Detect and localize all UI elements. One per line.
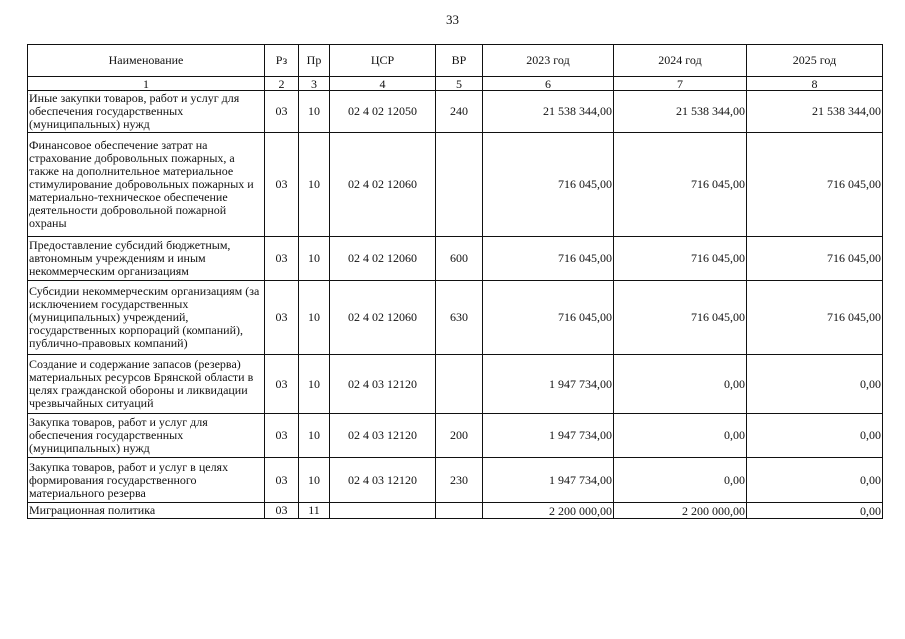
column-number: 7	[614, 77, 747, 91]
row-2024: 0,00	[614, 414, 747, 458]
row-name: Миграционная политика	[28, 503, 265, 519]
column-number: 8	[747, 77, 883, 91]
row-2025: 716 045,00	[747, 237, 883, 281]
row-name: Иные закупки товаров, работ и услуг для обеспечения государственных (муниципальных) нужд	[28, 91, 265, 133]
row-pr: 11	[299, 503, 330, 519]
column-number: 5	[436, 77, 483, 91]
row-name: Финансовое обеспечение затрат на страхование добровольных пожарных, а также на дополнительное материальное стимулирование добровольных пожарных и материально-техническое обеспечение деятельности добровольной пожарной охраны	[28, 133, 265, 237]
row-2025: 0,00	[747, 458, 883, 503]
budget-table	[27, 44, 883, 519]
row-pr: 10	[299, 281, 330, 355]
row-csr	[330, 503, 436, 519]
row-2024: 0,00	[614, 355, 747, 414]
row-csr: 02 4 02 12060	[330, 281, 436, 355]
row-pr: 10	[299, 355, 330, 414]
row-pr: 10	[299, 458, 330, 503]
table-row	[28, 414, 883, 458]
column-number: 1	[28, 77, 265, 91]
row-vr	[436, 133, 483, 237]
header-2025: 2025 год	[747, 45, 883, 77]
row-name: Создание и содержание запасов (резерва) материальных ресурсов Брянской области в целях гражданской обороны и ликвидации чрезвычайных ситуаций	[28, 355, 265, 414]
row-vr: 630	[436, 281, 483, 355]
row-2024: 2 200 000,00	[614, 503, 747, 519]
header-vr: ВР	[436, 45, 483, 77]
table-row	[28, 503, 883, 519]
row-2025: 0,00	[747, 414, 883, 458]
header-2024: 2024 год	[614, 45, 747, 77]
row-2023: 716 045,00	[483, 237, 614, 281]
table-row	[28, 355, 883, 414]
row-name: Субсидии некоммерческим организациям (за исключением государственных (муниципальных) учреждений, государственных корпораций (компаний), публично-правовых компаний)	[28, 281, 265, 355]
row-rz: 03	[265, 414, 299, 458]
column-number: 2	[265, 77, 299, 91]
row-vr	[436, 355, 483, 414]
header-2023: 2023 год	[483, 45, 614, 77]
row-vr: 240	[436, 91, 483, 133]
column-number: 3	[299, 77, 330, 91]
row-rz: 03	[265, 503, 299, 519]
row-2025: 0,00	[747, 355, 883, 414]
row-2023: 1 947 734,00	[483, 355, 614, 414]
row-2024: 716 045,00	[614, 281, 747, 355]
row-2023: 716 045,00	[483, 133, 614, 237]
column-number-row	[28, 77, 883, 91]
table-row	[28, 133, 883, 237]
row-rz: 03	[265, 133, 299, 237]
row-name: Закупка товаров, работ и услуг для обеспечения государственных (муниципальных) нужд	[28, 414, 265, 458]
row-rz: 03	[265, 237, 299, 281]
page-number: 33	[446, 12, 459, 27]
row-2024: 716 045,00	[614, 237, 747, 281]
row-csr: 02 4 03 12120	[330, 458, 436, 503]
header-csr: ЦСР	[330, 45, 436, 77]
row-2024: 716 045,00	[614, 133, 747, 237]
row-2023: 716 045,00	[483, 281, 614, 355]
header-row	[28, 45, 883, 77]
row-rz: 03	[265, 281, 299, 355]
row-vr: 230	[436, 458, 483, 503]
row-2024: 21 538 344,00	[614, 91, 747, 133]
row-csr: 02 4 02 12060	[330, 133, 436, 237]
column-number: 6	[483, 77, 614, 91]
row-vr: 200	[436, 414, 483, 458]
table-row	[28, 281, 883, 355]
row-vr	[436, 503, 483, 519]
table-row	[28, 458, 883, 503]
row-csr: 02 4 02 12050	[330, 91, 436, 133]
row-csr: 02 4 03 12120	[330, 355, 436, 414]
table-row	[28, 91, 883, 133]
row-2024: 0,00	[614, 458, 747, 503]
row-2025: 716 045,00	[747, 281, 883, 355]
row-pr: 10	[299, 414, 330, 458]
header-name: Наименование	[28, 45, 265, 77]
row-csr: 02 4 02 12060	[330, 237, 436, 281]
row-2025: 716 045,00	[747, 133, 883, 237]
header-pr: Пр	[299, 45, 330, 77]
row-2023: 1 947 734,00	[483, 458, 614, 503]
row-pr: 10	[299, 91, 330, 133]
header-rz: Рз	[265, 45, 299, 77]
row-pr: 10	[299, 133, 330, 237]
row-rz: 03	[265, 91, 299, 133]
row-rz: 03	[265, 458, 299, 503]
row-pr: 10	[299, 237, 330, 281]
row-2025: 21 538 344,00	[747, 91, 883, 133]
column-number: 4	[330, 77, 436, 91]
row-vr: 600	[436, 237, 483, 281]
row-csr: 02 4 03 12120	[330, 414, 436, 458]
row-rz: 03	[265, 355, 299, 414]
table-row	[28, 237, 883, 281]
row-2025: 0,00	[747, 503, 883, 519]
row-2023: 1 947 734,00	[483, 414, 614, 458]
row-2023: 2 200 000,00	[483, 503, 614, 519]
row-name: Закупка товаров, работ и услуг в целях формирования государственного материального резерва	[28, 458, 265, 503]
row-2023: 21 538 344,00	[483, 91, 614, 133]
row-name: Предоставление субсидий бюджетным, автономным учреждениям и иным некоммерческим организациям	[28, 237, 265, 281]
